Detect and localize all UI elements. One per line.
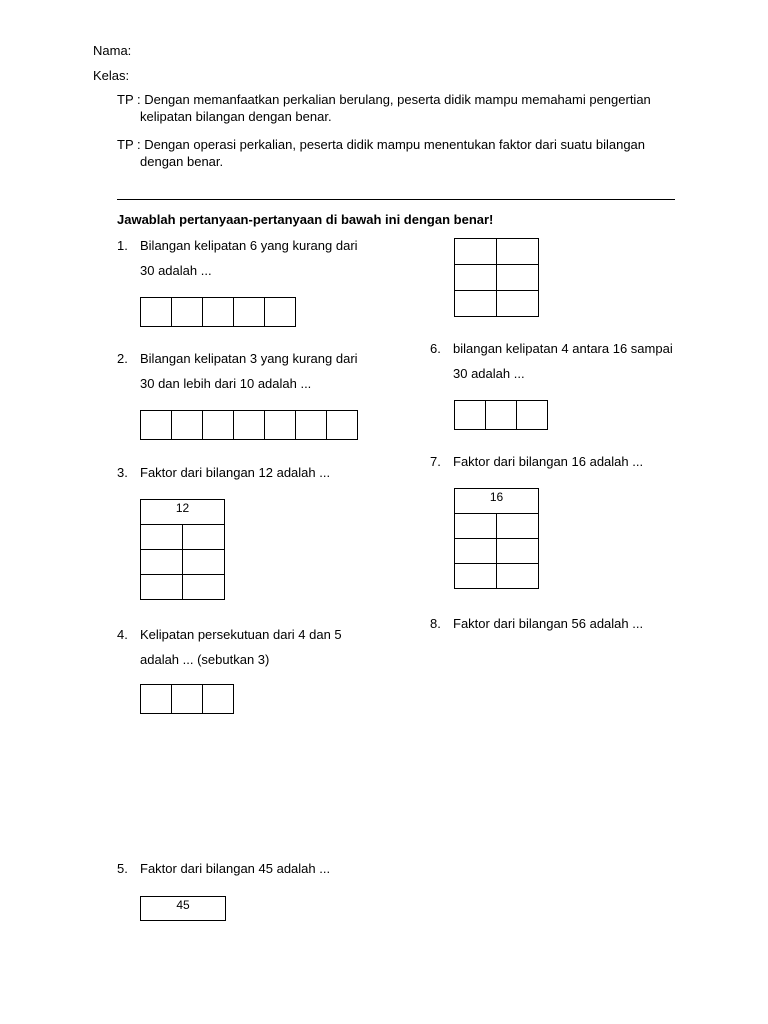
answer-box[interactable]	[455, 564, 497, 589]
answer-box[interactable]	[265, 411, 296, 440]
answer-box[interactable]	[172, 411, 203, 440]
question-2-answer-boxes	[140, 410, 358, 440]
question-2-line2: 30 dan lebih dari 10 adalah ...	[140, 376, 312, 391]
question-8-line1: Faktor dari bilangan 56 adalah ...	[453, 616, 644, 631]
factor-table-header: 12	[141, 500, 225, 525]
learning-objective-2-line1: TP : Dengan operasi perkalian, peserta didik mampu menentukan faktor dari suatu bilangan	[117, 137, 646, 152]
answer-box[interactable]	[455, 239, 497, 265]
factor-table-header: 45	[141, 897, 226, 921]
answer-box[interactable]	[497, 539, 539, 564]
answer-box[interactable]	[455, 539, 497, 564]
question-4-answer-boxes	[140, 684, 234, 714]
answer-box[interactable]	[141, 298, 172, 327]
question-3-factor-table	[140, 499, 225, 600]
instruction: Jawablah pertanyaan-pertanyaan di bawah ini dengan benar!	[117, 212, 494, 227]
answer-box[interactable]	[327, 411, 358, 440]
answer-box[interactable]	[141, 550, 183, 575]
divider-line	[117, 199, 675, 200]
answer-box[interactable]	[497, 239, 539, 265]
answer-box[interactable]	[234, 298, 265, 327]
answer-box[interactable]	[455, 401, 486, 430]
question-7-line1: Faktor dari bilangan 16 adalah ...	[453, 454, 644, 469]
answer-box[interactable]	[141, 575, 183, 600]
answer-box[interactable]	[497, 514, 539, 539]
answer-box[interactable]	[141, 411, 172, 440]
answer-box[interactable]	[497, 265, 539, 291]
answer-box[interactable]	[455, 265, 497, 291]
extra-answer-grid	[454, 238, 539, 317]
answer-box[interactable]	[203, 298, 234, 327]
answer-box[interactable]	[486, 401, 517, 430]
question-2-number: 2.	[117, 351, 128, 366]
name-label: Nama:	[93, 43, 132, 58]
answer-box[interactable]	[203, 411, 234, 440]
answer-box[interactable]	[234, 411, 265, 440]
answer-box[interactable]	[183, 575, 225, 600]
answer-box[interactable]	[183, 525, 225, 550]
answer-box[interactable]	[497, 291, 539, 317]
question-2-line1: Bilangan kelipatan 3 yang kurang dari	[140, 351, 358, 366]
answer-box[interactable]	[455, 514, 497, 539]
learning-objective-2-line2: dengan benar.	[140, 154, 224, 169]
question-7-factor-table	[454, 488, 539, 589]
learning-objective-1-line1: TP : Dengan memanfaatkan perkalian berulang, peserta didik mampu memahami pengertian	[117, 92, 651, 107]
question-1-number: 1.	[117, 238, 128, 253]
question-6-line2: 30 adalah ...	[453, 366, 525, 381]
class-label: Kelas:	[93, 68, 130, 83]
question-3-line1: Faktor dari bilangan 12 adalah ...	[140, 465, 331, 480]
question-4-line1: Kelipatan persekutuan dari 4 dan 5	[140, 627, 342, 642]
question-1-answer-boxes	[140, 297, 296, 327]
question-3-number: 3.	[117, 465, 128, 480]
question-5-number: 5.	[117, 861, 128, 876]
question-4-line2: adalah ... (sebutkan 3)	[140, 652, 270, 667]
question-6-number: 6.	[430, 341, 441, 356]
answer-box[interactable]	[517, 401, 548, 430]
question-6-line1: bilangan kelipatan 4 antara 16 sampai	[453, 341, 673, 356]
question-7-number: 7.	[430, 454, 441, 469]
answer-box[interactable]	[203, 685, 234, 714]
answer-box[interactable]	[172, 685, 203, 714]
question-4-number: 4.	[117, 627, 128, 642]
answer-box[interactable]	[183, 550, 225, 575]
factor-table-header: 16	[455, 489, 539, 514]
question-1-line1: Bilangan kelipatan 6 yang kurang dari	[140, 238, 358, 253]
answer-box[interactable]	[296, 411, 327, 440]
question-6-answer-boxes	[454, 400, 548, 430]
answer-box[interactable]	[141, 685, 172, 714]
learning-objective-1-line2: kelipatan bilangan dengan benar.	[140, 109, 332, 124]
answer-box[interactable]	[172, 298, 203, 327]
answer-box[interactable]	[265, 298, 296, 327]
answer-box[interactable]	[497, 564, 539, 589]
question-8-number: 8.	[430, 616, 441, 631]
question-5-factor-table	[140, 896, 226, 921]
question-5-line1: Faktor dari bilangan 45 adalah ...	[140, 861, 331, 876]
answer-box[interactable]	[141, 525, 183, 550]
answer-box[interactable]	[455, 291, 497, 317]
question-1-line2: 30 adalah ...	[140, 263, 212, 278]
